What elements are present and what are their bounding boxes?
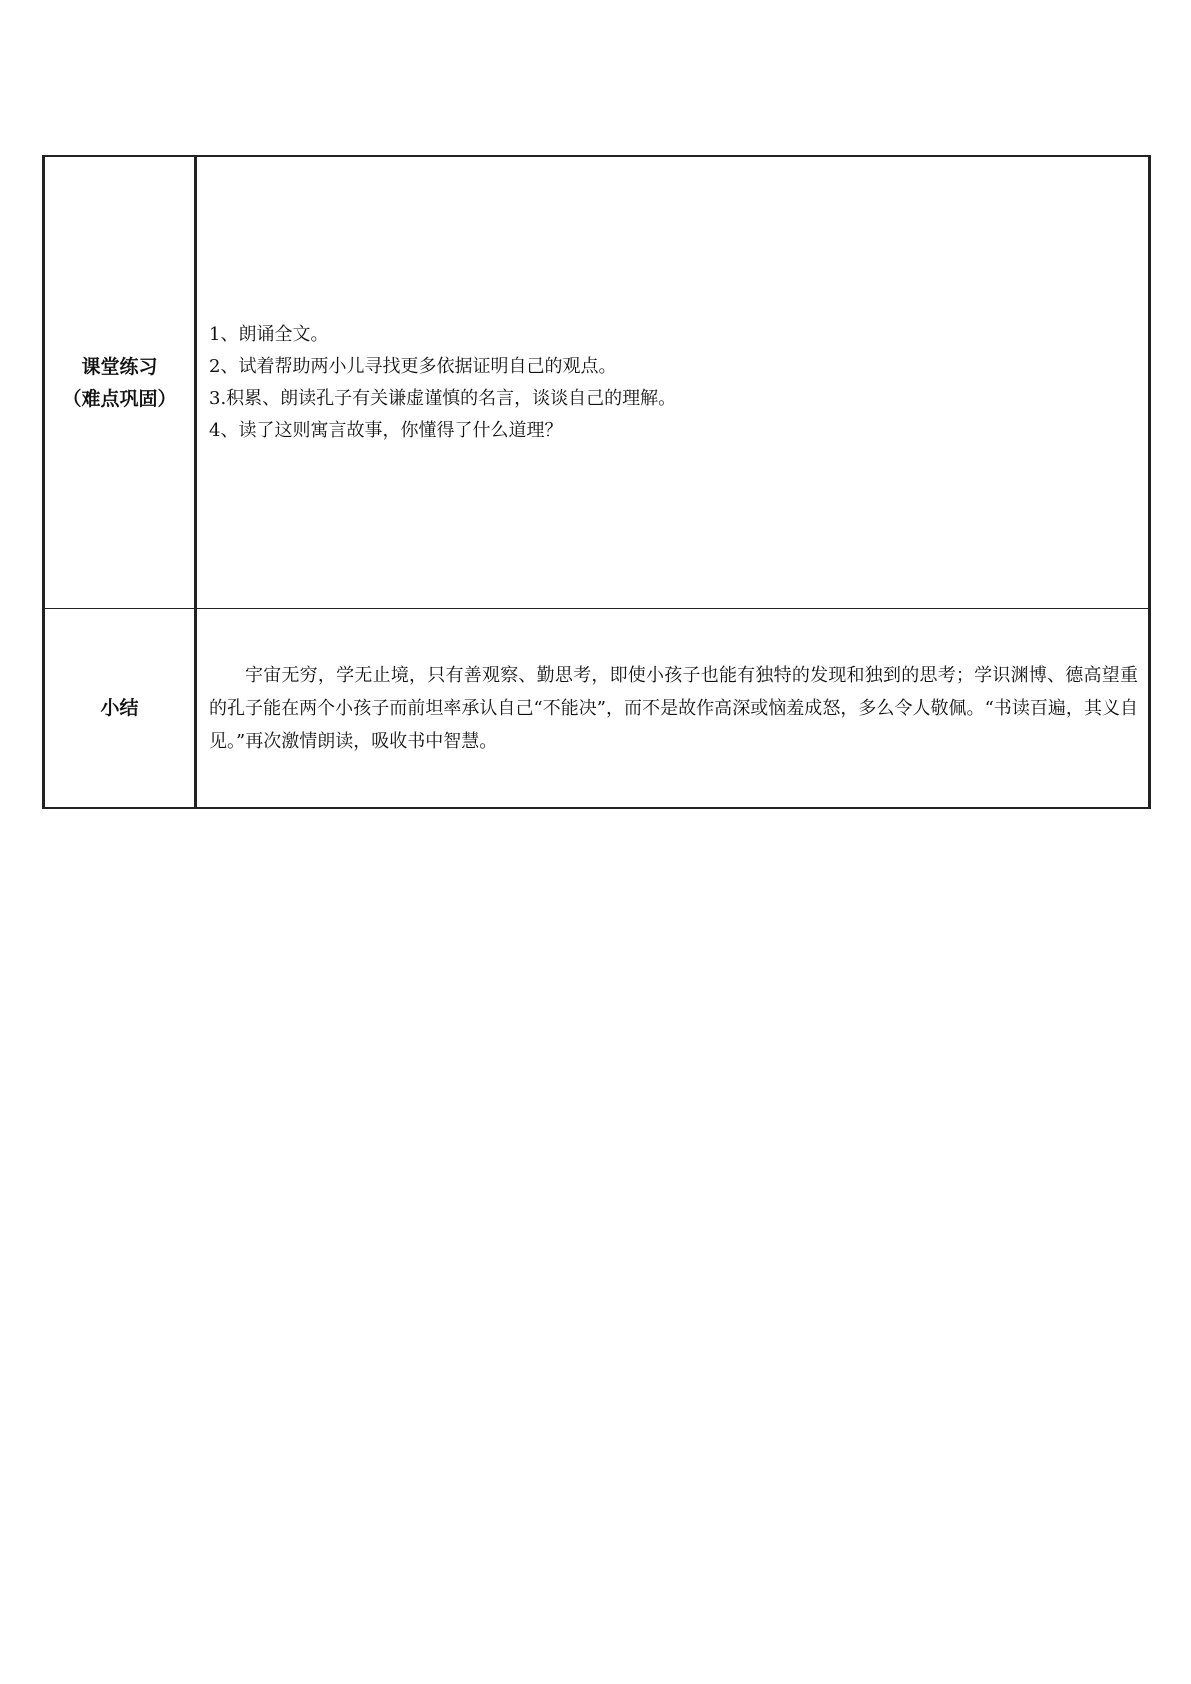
summary-label-cell [44, 609, 196, 809]
practice-sublabel: （难点巩固） [62, 387, 177, 410]
summary-label: 小结 [100, 697, 139, 719]
lesson-plan-table [42, 155, 1151, 809]
practice-item: 3.积累、朗读孔子有关谦虚谨慎的名言，谈谈自己的理解。 [209, 387, 677, 409]
summary-content-cell [196, 609, 1150, 809]
practice-item: 2、试着帮助两小儿寻找更多依据证明自己的观点。 [209, 355, 617, 377]
practice-content-cell [196, 156, 1150, 609]
summary-row [44, 609, 1150, 809]
practice-row [44, 156, 1150, 609]
summary-text: 宇宙无穷，学无止境，只有善观察、勤思考，即使小孩子也能有独特的发现和独到的思考；学识渊博、德高望重的孔子能在两个小孩子而前坦率承认自己“不能决”，而不是故作高深或恼羞成怒，多么令人敬佩。“书读百遍，其义自见。”再次激情朗读，吸收书中智慧。 [209, 664, 1138, 752]
practice-item: 1、朗诵全文。 [209, 323, 329, 345]
practice-label-cell [44, 156, 196, 609]
practice-list [209, 319, 1138, 447]
practice-item: 4、读了这则寓言故事，你懂得了什么道理？ [209, 419, 563, 441]
practice-label: 课堂练习 [81, 355, 158, 378]
